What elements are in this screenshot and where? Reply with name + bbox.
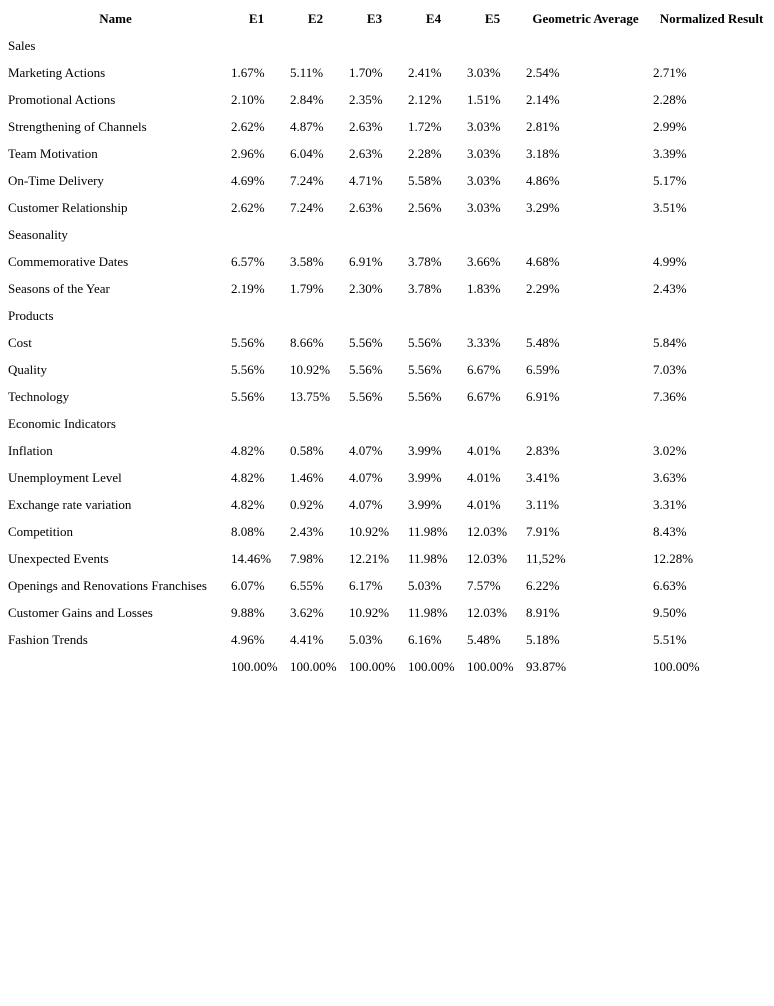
group-row (4, 32, 774, 59)
value-cell: 7.03% (653, 361, 687, 377)
value-cell: 2.71% (653, 64, 687, 80)
value-cell: 1.79% (290, 280, 324, 296)
column-header-e3: E3 (366, 10, 383, 26)
value-cell: 3.99% (408, 442, 442, 458)
row-name: Exchange rate variation (8, 496, 132, 512)
value-cell: 12.03% (467, 523, 508, 539)
empty-cell (227, 302, 286, 329)
value-cell: 1.46% (290, 469, 324, 485)
value-cell: 3.02% (653, 442, 687, 458)
value-cell: 100.00% (231, 658, 278, 674)
empty-cell (227, 32, 286, 59)
value-cell: 5.56% (231, 388, 265, 404)
value-cell: 1.70% (349, 64, 383, 80)
value-cell: 3.03% (467, 199, 501, 215)
value-cell: 4.07% (349, 496, 383, 512)
value-cell: 11.98% (408, 550, 448, 566)
header-row (4, 5, 774, 32)
table-row (4, 194, 774, 221)
total-row (4, 653, 774, 680)
row-name: Quality (8, 361, 47, 377)
empty-cell (404, 410, 463, 437)
empty-cell (227, 221, 286, 248)
group-row (4, 302, 774, 329)
value-cell: 8.43% (653, 523, 687, 539)
results-table (4, 5, 774, 680)
column-header-normalized-result: Normalized Result (659, 10, 764, 26)
empty-cell (227, 410, 286, 437)
row-name: Cost (8, 334, 32, 350)
value-cell: 12.21% (349, 550, 390, 566)
value-cell: 3.18% (526, 145, 560, 161)
group-label: Sales (8, 37, 36, 53)
value-cell: 5.51% (653, 631, 687, 647)
table-row (4, 248, 774, 275)
value-cell: 2.99% (653, 118, 687, 134)
table-row (4, 59, 774, 86)
value-cell: 3.03% (467, 64, 501, 80)
value-cell: 4.82% (231, 442, 265, 458)
value-cell: 5.03% (349, 631, 383, 647)
empty-cell (404, 221, 463, 248)
empty-cell (404, 302, 463, 329)
value-cell: 9.50% (653, 604, 687, 620)
column-header-e5: E5 (484, 10, 501, 26)
value-cell: 4.87% (290, 118, 324, 134)
empty-cell (345, 221, 404, 248)
value-cell: 12.03% (467, 550, 508, 566)
value-cell: 8.08% (231, 523, 265, 539)
table-row (4, 518, 774, 545)
value-cell: 5.56% (408, 361, 442, 377)
value-cell: 7.91% (526, 523, 560, 539)
value-cell: 4.99% (653, 253, 687, 269)
value-cell: 2.62% (231, 199, 265, 215)
value-cell: 9.88% (231, 604, 265, 620)
value-cell: 5.56% (408, 334, 442, 350)
value-cell: 7.24% (290, 172, 324, 188)
empty-cell (345, 410, 404, 437)
value-cell: 3.78% (408, 280, 442, 296)
value-cell: 3.29% (526, 199, 560, 215)
value-cell: 3.66% (467, 253, 501, 269)
value-cell: 12.28% (653, 550, 694, 566)
value-cell: 4.01% (467, 496, 501, 512)
empty-cell (286, 32, 345, 59)
column-header-e1: E1 (248, 10, 265, 26)
value-cell: 2.43% (290, 523, 324, 539)
value-cell: 100.00% (408, 658, 455, 674)
value-cell: 3.03% (467, 118, 501, 134)
value-cell: 2.28% (653, 91, 687, 107)
empty-cell (345, 32, 404, 59)
value-cell: 4.07% (349, 442, 383, 458)
value-cell: 100.00% (349, 658, 396, 674)
empty-cell (649, 221, 774, 248)
value-cell: 2.96% (231, 145, 265, 161)
value-cell: 5.17% (653, 172, 687, 188)
value-cell: 4.69% (231, 172, 265, 188)
value-cell: 0.92% (290, 496, 324, 512)
value-cell: 2.43% (653, 280, 687, 296)
row-name (4, 653, 227, 680)
table-row (4, 383, 774, 410)
value-cell: 100.00% (467, 658, 514, 674)
value-cell: 6.04% (290, 145, 324, 161)
empty-cell (463, 221, 522, 248)
value-cell: 6.16% (408, 631, 442, 647)
value-cell: 2.63% (349, 199, 383, 215)
value-cell: 3.51% (653, 199, 687, 215)
row-name: Promotional Actions (8, 91, 116, 107)
table-row (4, 491, 774, 518)
value-cell: 2.30% (349, 280, 383, 296)
value-cell: 2.54% (526, 64, 560, 80)
table-row (4, 329, 774, 356)
table-row (4, 572, 774, 599)
value-cell: 5.18% (526, 631, 560, 647)
table-row (4, 545, 774, 572)
value-cell: 5.03% (408, 577, 442, 593)
value-cell: 4.82% (231, 469, 265, 485)
value-cell: 3.03% (467, 172, 501, 188)
row-name: Commemorative Dates (8, 253, 129, 269)
value-cell: 3.41% (526, 469, 560, 485)
value-cell: 3.62% (290, 604, 324, 620)
value-cell: 8.66% (290, 334, 324, 350)
value-cell: 4.68% (526, 253, 560, 269)
value-cell: 4.71% (349, 172, 383, 188)
empty-cell (522, 32, 649, 59)
value-cell: 6.91% (349, 253, 383, 269)
value-cell: 1.67% (231, 64, 265, 80)
empty-cell (649, 32, 774, 59)
value-cell: 5.48% (467, 631, 501, 647)
value-cell: 7.57% (467, 577, 501, 593)
value-cell: 1.51% (467, 91, 501, 107)
value-cell: 3.31% (653, 496, 687, 512)
value-cell: 7.98% (290, 550, 324, 566)
group-label: Economic Indicators (8, 415, 116, 431)
table-row (4, 626, 774, 653)
empty-cell (463, 302, 522, 329)
value-cell: 13.75% (290, 388, 331, 404)
value-cell: 2.41% (408, 64, 442, 80)
value-cell: 6.17% (349, 577, 383, 593)
value-cell: 6.91% (526, 388, 560, 404)
table-row (4, 599, 774, 626)
row-name: Competition (8, 523, 73, 539)
table-body (4, 32, 774, 680)
row-name: Marketing Actions (8, 64, 106, 80)
value-cell: 1.83% (467, 280, 501, 296)
value-cell: 3.78% (408, 253, 442, 269)
value-cell: 2.19% (231, 280, 265, 296)
value-cell: 4.01% (467, 469, 501, 485)
table-header (4, 5, 774, 32)
value-cell: 5.56% (231, 361, 265, 377)
row-name: Customer Relationship (8, 199, 128, 215)
value-cell: 2.84% (290, 91, 324, 107)
value-cell: 5.56% (349, 361, 383, 377)
value-cell: 93.87% (526, 658, 567, 674)
empty-cell (404, 32, 463, 59)
value-cell: 2.29% (526, 280, 560, 296)
empty-cell (522, 410, 649, 437)
value-cell: 100.00% (653, 658, 700, 674)
value-cell: 11.98% (408, 523, 448, 539)
value-cell: 3.63% (653, 469, 687, 485)
value-cell: 7.24% (290, 199, 324, 215)
row-name: Inflation (8, 442, 53, 458)
column-header-e4: E4 (425, 10, 442, 26)
value-cell: 4.01% (467, 442, 501, 458)
row-name: Seasons of the Year (8, 280, 110, 296)
value-cell: 11,52% (526, 550, 566, 566)
value-cell: 4.07% (349, 469, 383, 485)
value-cell: 1.72% (408, 118, 442, 134)
empty-cell (463, 32, 522, 59)
value-cell: 3.33% (467, 334, 501, 350)
value-cell: 100.00% (290, 658, 337, 674)
value-cell: 2.14% (526, 91, 560, 107)
value-cell: 6.07% (231, 577, 265, 593)
empty-cell (286, 410, 345, 437)
row-name: Team Motivation (8, 145, 98, 161)
empty-cell (649, 302, 774, 329)
column-header-e2: E2 (307, 10, 324, 26)
empty-cell (286, 221, 345, 248)
group-label: Products (8, 307, 54, 323)
empty-cell (649, 410, 774, 437)
value-cell: 6.63% (653, 577, 687, 593)
value-cell: 5.56% (408, 388, 442, 404)
value-cell: 5.56% (231, 334, 265, 350)
row-name: On-Time Delivery (8, 172, 104, 188)
empty-cell (286, 302, 345, 329)
value-cell: 5.84% (653, 334, 687, 350)
value-cell: 11.98% (408, 604, 448, 620)
row-name: Unexpected Events (8, 550, 109, 566)
value-cell: 5.58% (408, 172, 442, 188)
value-cell: 6.57% (231, 253, 265, 269)
value-cell: 2.56% (408, 199, 442, 215)
value-cell: 2.62% (231, 118, 265, 134)
value-cell: 2.28% (408, 145, 442, 161)
row-name: Openings and Renovations Franchises (8, 577, 207, 593)
row-name: Unemployment Level (8, 469, 122, 485)
value-cell: 3.99% (408, 496, 442, 512)
row-name: Technology (8, 388, 70, 404)
value-cell: 5.11% (290, 64, 324, 80)
value-cell: 6.22% (526, 577, 560, 593)
value-cell: 12.03% (467, 604, 508, 620)
group-row (4, 221, 774, 248)
column-header-geometric-average: Geometric Average (532, 10, 639, 26)
value-cell: 4.96% (231, 631, 265, 647)
group-row (4, 410, 774, 437)
row-name: Customer Gains and Losses (8, 604, 153, 620)
value-cell: 10.92% (349, 604, 390, 620)
value-cell: 3.99% (408, 469, 442, 485)
value-cell: 2.83% (526, 442, 560, 458)
empty-cell (522, 302, 649, 329)
value-cell: 2.12% (408, 91, 442, 107)
row-name: Fashion Trends (8, 631, 88, 647)
value-cell: 2.63% (349, 145, 383, 161)
value-cell: 8.91% (526, 604, 560, 620)
value-cell: 3.11% (526, 496, 560, 512)
value-cell: 6.67% (467, 361, 501, 377)
empty-cell (463, 410, 522, 437)
table-row (4, 275, 774, 302)
table-row (4, 356, 774, 383)
value-cell: 4.86% (526, 172, 560, 188)
value-cell: 7.36% (653, 388, 687, 404)
value-cell: 5.56% (349, 334, 383, 350)
table-row (4, 140, 774, 167)
table-row (4, 113, 774, 140)
value-cell: 6.67% (467, 388, 501, 404)
value-cell: 2.10% (231, 91, 265, 107)
value-cell: 4.41% (290, 631, 324, 647)
value-cell: 2.81% (526, 118, 560, 134)
value-cell: 0.58% (290, 442, 324, 458)
value-cell: 10.92% (290, 361, 331, 377)
value-cell: 6.55% (290, 577, 324, 593)
table-row (4, 437, 774, 464)
value-cell: 6.59% (526, 361, 560, 377)
row-name: Strengthening of Channels (8, 118, 147, 134)
table-row (4, 86, 774, 113)
value-cell: 4.82% (231, 496, 265, 512)
empty-cell (522, 221, 649, 248)
group-label: Seasonality (8, 226, 68, 242)
table-row (4, 167, 774, 194)
value-cell: 3.39% (653, 145, 687, 161)
value-cell: 5.48% (526, 334, 560, 350)
value-cell: 2.63% (349, 118, 383, 134)
table-row (4, 464, 774, 491)
value-cell: 2.35% (349, 91, 383, 107)
value-cell: 3.03% (467, 145, 501, 161)
value-cell: 14.46% (231, 550, 272, 566)
value-cell: 10.92% (349, 523, 390, 539)
value-cell: 3.58% (290, 253, 324, 269)
value-cell: 5.56% (349, 388, 383, 404)
empty-cell (345, 302, 404, 329)
column-header-name: Name (99, 10, 132, 26)
